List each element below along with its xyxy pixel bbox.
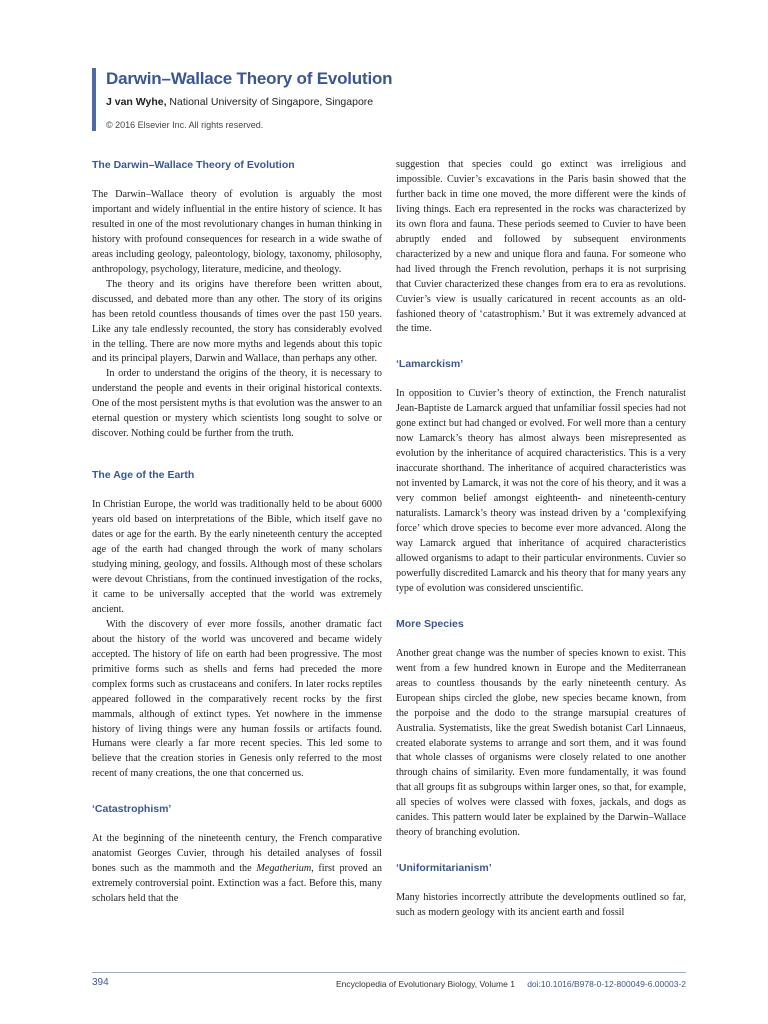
paragraph: The Darwin–Wallace theory of evolution is arguably the most important and widely influential in the entire history of science. It has resulted in one of the most revolutionary changes in human thinking in history with profound consequences for research in a wide swathe of areas including geology, paleontology, biology, taxonomy, philosophy, anthropology, psychology, literature, medicine, and theology. xyxy=(92,189,382,275)
doi-link[interactable]: doi:10.1016/B978-0-12-800049-6.00003-2 xyxy=(527,979,686,989)
article-header xyxy=(92,68,706,131)
paragraph: With the discovery of ever more fossils, another dramatic fact about the history of the world was uncovered and became widely accepted. The history of life on earth had been progressive. The most primitive forms such as shells and ferns had preceded the more complex forms such as crustaceans and conifers. In later rocks reptiles appeared followed in the comparatively recent rocks by the first mammals, although of extinct types. Yet nowhere in the immense history of living things were any human fossils or artifacts found. Humans were clearly a far more recent species. This led some to believe that the creation stories in Genesis only referred to the most recent of many creations, the one that concerned us. xyxy=(92,618,382,780)
paragraph: suggestion that species could go extinct was irreligious and impossible. Cuvier’s excavations in the Paris basin showed that the further back in time one moved, the more different were the kinds of living things. Each era represented in the rocks was characterized by its own flora and fauna. These periods seemed to Cuvier to have been abruptly ended and followed by subsequent environments characterized by a new and unique flora and fauna. For someone who had lived through the French revolution, perhaps it is not surprising that Cuvier characterized these changes from era to era as revolutions. Cuvier’s view is usually caricatured in recent accounts as an old-fashioned theory of ‘catastrophism.’ But it was extremely advanced at the time. xyxy=(396,159,686,335)
paragraph: The theory and its origins have therefore been written about, discussed, and debated more than any other. The story of its origins has been retold countless thousands of times over the past 150 years. Like any tale endlessly recounted, the story has considerably evolved in the telling. There are now more myths and legends about this topic and its principal players, Darwin and Wallace, than perhaps any other. xyxy=(92,278,382,365)
page-footer xyxy=(92,972,686,989)
paragraph: At the beginning of the nineteenth century, the French comparative anatomist Georges Cuvier, through his detailed analyses of fossil bones such as the mammoth and the Megatherium, first proved an extremely controversial point. Extinction was a fact. Before this, many scholars held that the xyxy=(92,833,382,905)
paragraph: In order to understand the origins of the theory, it is necessary to understand the people and events in their original historical contexts. One of the most persistent myths is that evolution was the answer to an eternal question or mystery which scientists long sought to solve or discover. Nothing could be further from the truth. xyxy=(92,368,383,440)
journal-name: Encyclopedia of Evolutionary Biology, Volume 1 xyxy=(336,979,515,989)
paragraph: In opposition to Cuvier’s theory of extinction, the French naturalist Jean-Baptiste de Lamarck argued that unfamiliar fossil species had not gone extinct but had changed or evolved. For well more than a century now Lamarck’s theory has almost always been misrepresented as evolution by the inheritance of acquired characteristics. This is a very inaccurate shorthand. The inheritance of acquired characteristics was not invented by Lamarck, it was not the core of his theory, and it was a very common belief amongst eighteenth- and nineteenth-century naturalists. Lamarck’s theory was instead driven by a ‘complexifying force’ which drove species to become ever more advanced. Along the way Lamarck argued that inheritance of acquired characteristics allowed organisms to adapt to their particular environments. Cuvier so powerfully discredited Lamarck and his theory that for many years any type of evolution was considered unscientific. xyxy=(396,388,686,594)
author-name: J van Wyhe, xyxy=(106,96,167,108)
section-heading: The Darwin–Wallace Theory of Evolution xyxy=(92,159,295,171)
page-number: 394 xyxy=(92,977,109,988)
left-column xyxy=(92,158,382,907)
paragraph: Another great change was the number of species known to exist. This went from a few hundred known in Europe and the Mediterranean areas to countless thousands by the early nineteenth century. As European ships circled the globe, new species became known, from the porpoise and the dodo to the strange marsupial creatures of Australia. Systematists, like the great Swedish botanist Carl Linnaeus, created elaborate systems to arrange and sort them, and it was found that whole classes of organisms were closely related to one another through chains of similarity. Even more fundamentally, it was found that all groups fit as subgroups within larger ones, so that, for example, all species of wolves were classed with foxes, jackals, and dogs as canides. This pattern would later be explained by the Darwin–Wallace theory of branching evolution. xyxy=(396,647,686,839)
paragraph: Many histories incorrectly attribute the developments outlined so far, such as modern geology with its ancient earth and fossil xyxy=(396,892,686,919)
author-affiliation: National University of Singapore, Singapore xyxy=(166,96,374,108)
copyright-notice: © 2016 Elsevier Inc. All rights reserved. xyxy=(106,120,264,130)
paragraph: In Christian Europe, the world was traditionally held to be about 6000 years old based on interpretations of the Bible, which itself gave no dates or age for the earth. By the early nineteenth century the accepted age of the earth had changed through the work of many scholars studying mining, geology, and fossils. Although most of these scholars were devout Christians, from the continued investigation of the rocks, it came to be universally accepted that the world was extremely ancient. xyxy=(92,499,382,615)
section-heading: ‘Uniformitarianism’ xyxy=(396,862,492,875)
section-heading: The Age of the Earth xyxy=(92,469,195,482)
emphasis: Megatherium xyxy=(256,863,312,875)
section-heading: ‘Catastrophism’ xyxy=(92,803,172,816)
article-title: Darwin–Wallace Theory of Evolution xyxy=(106,69,393,88)
section-heading: ‘Lamarckism’ xyxy=(396,358,464,371)
author-line xyxy=(106,95,706,109)
right-column xyxy=(396,158,686,921)
section-heading: More Species xyxy=(396,617,464,630)
